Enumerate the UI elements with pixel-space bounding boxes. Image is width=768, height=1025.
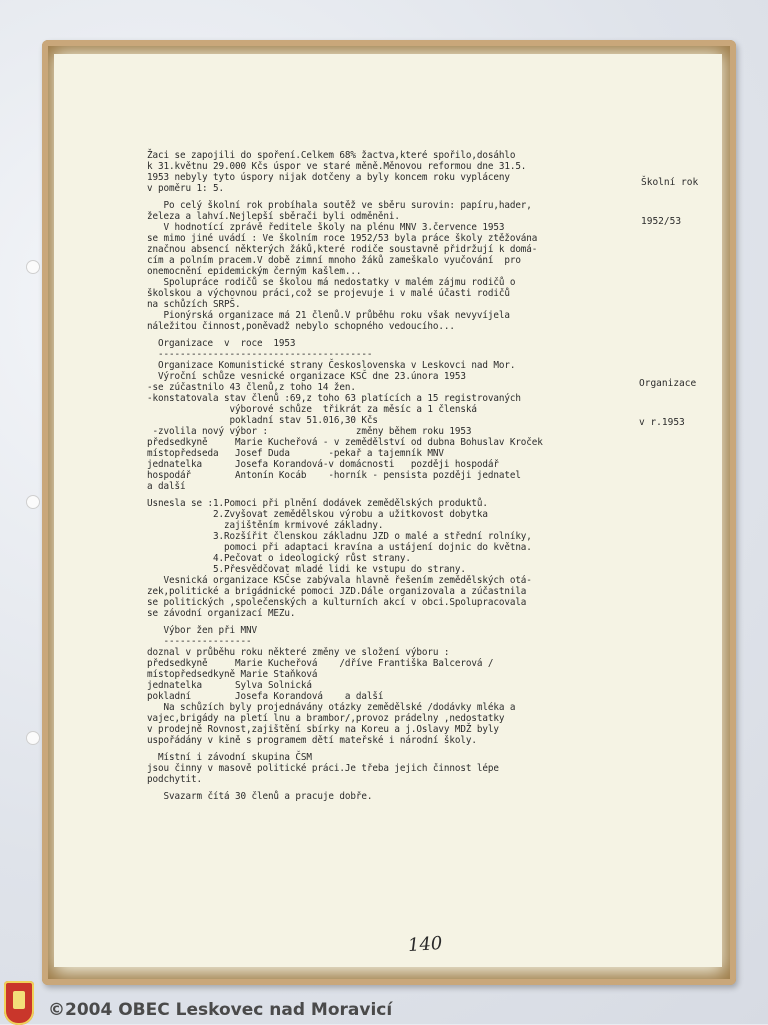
text-line: značnou absencí některých žáků,které rodiče soustavně přidržují k domá-: [147, 244, 538, 255]
text-line: hospodář Antonín Kocáb -horník - pensista později jednatel: [147, 470, 521, 481]
text-line: Spolupráce rodičů se školou má nedostatky v malém zájmu rodičů o: [147, 277, 516, 288]
margin-note-organization-line2: v r.1953: [639, 417, 685, 428]
text-line: Místní i závodní skupina ČSM: [147, 752, 312, 763]
text-line: ---------------------------------------: [147, 349, 373, 360]
text-line: onemocnění epidemickým černým kašlem...: [147, 266, 362, 277]
text-line: -se zúčastnilo 43 členů,z toho 14 žen.: [147, 382, 356, 393]
text-line: vajec,brigády na pletí lnu a brambor/,provoz prádelny ,nedostatky: [147, 713, 505, 724]
text-line: V hodnotící zprávě ředitele školy na plénu MNV 3.července 1953: [147, 222, 505, 233]
text-line: v poměru 1: 5.: [147, 183, 224, 194]
text-line: -zvolila nový výbor : změny během roku 1953: [147, 426, 472, 437]
text-line: Svazarm čítá 30 členů a pracuje dobře.: [147, 791, 373, 802]
text-line: 3.Rozšířit členskou základnu JZD o malé a střední rolníky,: [147, 531, 532, 542]
text-line: v prodejně Rovnost,zajištění sbírky na Koreu a j.Oslavy MDŽ byly: [147, 724, 499, 735]
text-line: -konstatovala stav členů :69,z toho 63 platících a 15 registrovaných: [147, 393, 521, 404]
text-line: a další: [147, 481, 186, 492]
text-line: Vesnická organizace KSČse zabývala hlavně řešením zemědělských otá-: [147, 575, 532, 586]
text-line: Výroční schůze vesnické organizace KSČ dne 23.února 1953: [147, 371, 466, 382]
text-line: 5.Přesvědčovat mladé lidi ke vstupu do strany.: [147, 564, 466, 575]
text-line: Na schůzích byly projednávány otázky zemědělské /dodávky mléka a: [147, 702, 516, 713]
text-line: výborové schůze třikrát za měsíc a 1 členská: [147, 404, 477, 415]
text-line: školskou a výchovnou práci,což se projevuje i v malé účasti rodičů: [147, 288, 510, 299]
punch-hole-bottom: [26, 731, 40, 745]
text-line: předsedkyně Marie Kucheřová - v zemědělství od dubna Bohuslav Kroček: [147, 437, 543, 448]
copyright-text: ©2004 OBEC Leskovec nad Moravicí: [48, 1000, 393, 1020]
text-line: místopředseda Josef Duda -pekař a tajemník MNV: [147, 448, 444, 459]
text-line: pokladní Josefa Korandová a další: [147, 691, 384, 702]
text-line: Usnesla se :1.Pomoci při plnění dodávek zemědělských produktů.: [147, 498, 488, 509]
text-line: železa a lahví.Nejlepší sběrači byli odměněni.: [147, 211, 400, 222]
text-line: Pionýrská organizace má 21 členů.V průběhu roku však nevyvíjela: [147, 310, 510, 321]
text-line: Výbor žen při MNV: [147, 625, 257, 636]
text-line: zek,politické a brigádnické pomoci JZD.Dále organizovala a zúčastnila: [147, 586, 527, 597]
text-line: Žaci se zapojili do spoření.Celkem 68% žactva,které spořilo,dosáhlo: [147, 150, 516, 161]
text-line: Organizace Komunistické strany Československa v Leskovci nad Mor.: [147, 360, 516, 371]
text-line: pokladní stav 51.016,30 Kčs: [147, 415, 378, 426]
text-line: uspořádány v kině s programem dětí mateřské i národní školy.: [147, 735, 477, 746]
text-line: ----------------: [147, 636, 252, 647]
text-line: pomoci při adaptaci kravína a ustájení dojnic do května.: [147, 542, 532, 553]
text-line: na schůzích SRPŠ.: [147, 299, 241, 310]
text-line: 1953 nebyly tyto úspory nijak dotčeny a byly koncem roku vypláceny: [147, 172, 510, 183]
margin-note-school-year-line1: Školní rok: [641, 177, 699, 188]
text-line: náležitou činnost,poněvadž nebylo schopného vedoucího...: [147, 321, 455, 332]
text-line: jednatelka Josefa Korandová-v domácnosti později hospodář: [147, 459, 499, 470]
text-line: předsedkyně Marie Kucheřová /dříve Františka Balcerová /: [147, 658, 494, 669]
footer-bar: [0, 996, 768, 1024]
typewritten-text: [147, 150, 617, 802]
punch-hole-top: [26, 260, 40, 274]
text-line: se politických ,společenských a kulturních akcí v obci.Spolupracovala: [147, 597, 527, 608]
text-line: podchytit.: [147, 774, 202, 785]
margin-note-school-year-line2: 1952/53: [641, 216, 682, 227]
text-line: cím a polním pracem.V době zimní mnoho žáků zameškalo vyučování pro: [147, 255, 521, 266]
text-line: Organizace v roce 1953: [147, 338, 296, 349]
margin-note-organization-line1: Organizace: [639, 378, 697, 389]
text-line: Po celý školní rok probíhala soutěž ve sběru surovin: papíru,hader,: [147, 200, 532, 211]
text-line: zajištěním krmivové základny.: [147, 520, 384, 531]
punch-hole-middle: [26, 495, 40, 509]
coat-of-arms-icon: [4, 981, 34, 1025]
margin-note-school-year: [641, 150, 698, 241]
text-line: 2.Zvyšovat zemědělskou výrobu a užitkovost dobytka: [147, 509, 488, 520]
text-line: k 31.květnu 29.000 Kčs úspor ve staré měně.Měnovou reformou dne 31.5.: [147, 161, 527, 172]
text-line: jednatelka Sylva Solnická: [147, 680, 312, 691]
text-line: místopředsedkyně Marie Staňková: [147, 669, 318, 680]
margin-note-organization: [639, 351, 696, 442]
text-line: se mimo jiné uvádí : Ve školním roce 1952/53 byla práce školy ztěžována: [147, 233, 538, 244]
page-number: 140: [407, 932, 444, 957]
text-line: jsou činny v masově politické práci.Je třeba jejich činnost lépe: [147, 763, 499, 774]
text-line: 4.Pečovat o ideologický růst strany.: [147, 553, 411, 564]
text-line: se závodní organizací MEZu.: [147, 608, 296, 619]
text-line: doznal v průběhu roku některé změny ve složení výboru :: [147, 647, 450, 658]
